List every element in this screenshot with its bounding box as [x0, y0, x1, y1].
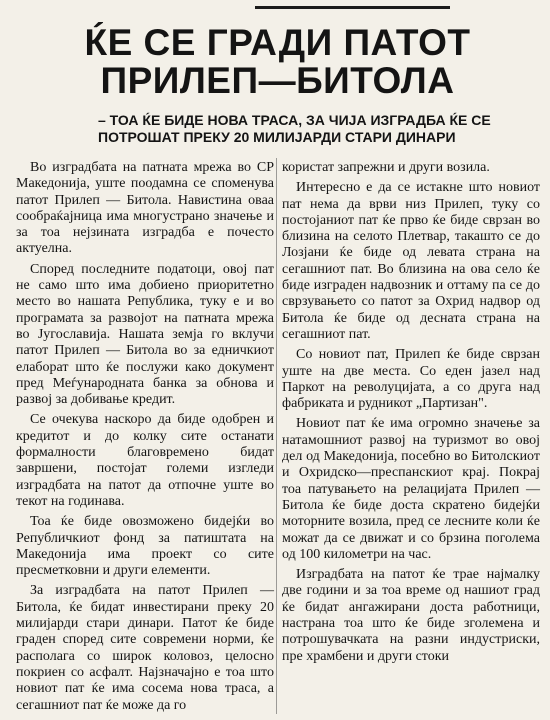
- headline: [20, 24, 535, 100]
- paragraph: Новиот пат ќе има огромно значење за натамошниот развој на туризмот во овој дел од Македонија, посебно во Битолскиот и Охридско—преспанскиот крај. Покрај тоа патувањето на релацијата Прилеп — Битола ќе биде доста скратено бидејќи моторните возила, пред се лесните коли ќе можат да се движат и со брзина поголема од 100 километри на час.: [282, 416, 540, 562]
- headline-line-2: ПРИЛЕП—БИТОЛА: [100, 60, 455, 101]
- paragraph: За изградбата на патот Прилеп — Битола, ќе бидат инвестирани преку 20 милијарди стари динари. Патот ќе биде граден според сите современи норми, ќе располага со широк коловоз, целосно покриен со асфалт. Најзначајно е тоа што новиот пат ќе има сосема нова траса, а сегашниот пат ќе може да го: [16, 583, 274, 713]
- paragraph: Според последните податоци, овој пат не само што има добиено приоритетно место во нашата Републикa, туку е и во програмата за развојот на патната мрежа во Југославија. Нашата земја го вклучи патот Прилеп — Битола во за едничкиот елаборат што ќе послужи како документ пред Меѓународната банка за обнова и развој за добивање кредит.: [16, 261, 274, 408]
- right-column: [282, 160, 540, 669]
- paragraph-continuation: користат запрежни и други возила.: [282, 160, 490, 175]
- paragraph: Интересно е да се истакне што новиот пат нема да врви низ Прилеп, туку со постојаниот пат ќе прво ќе биде сврзан во близина на селото Плетвар, такашто се до Лозјани ќе биде од левата страна на сегашниот пат. Во близина на ова село ќе биде изграден надвозник и оттаму па се до сврзувањето со патот за Охрид надвор од Битола ќе биде од десната страна на сегашниот пат.: [282, 180, 540, 342]
- headline-line-1: ЌЕ СЕ ГРАДИ ПАТОТ: [84, 22, 471, 63]
- subheadline: – ТОА ЌЕ БИДЕ НОВА ТРАСА, ЗА ЧИЈА ИЗГРАДБА ЌЕ СЕ ПОТРОШАТ ПРЕКУ 20 МИЛИЈАРДИ СТАРИ ДИНАРИ: [98, 112, 491, 145]
- left-column: [16, 160, 274, 718]
- column-divider: [276, 158, 277, 714]
- paragraph: Со новиот пат, Прилеп ќе биде сврзан уште на две места. Со еден јазел над Паркот на револуцијата, а со друга над фабриката и рудникот „Партизан".: [282, 347, 540, 412]
- paragraph: Тоа ќе биде овозможено бидејќи во Републичкиот фонд за патиштата на Македонија има проект со сите пресметковни и други елементи.: [16, 514, 274, 579]
- top-rule: [255, 6, 450, 9]
- paragraph: Изградбата на патот ќе трае најмалку две години и за тоа време од нашиот град ќе бидат ангажирани доста работници, настрана тоа што ќе биде зголемена и потрошувачката на разни индустриски, пре храмбени и други стоки: [282, 567, 540, 664]
- paragraph: Во изградбата на патната мрежа во СР Македонија, уште поодамна се споменува патот Прилеп — Битола. Навистина оваа сообраќајница има многустрано значење и за тоа нејзината изградба е почесто актуелна.: [16, 160, 274, 257]
- paragraph: Се очекува наскоро да биде одобрен и кредитот и до колку сите останати формалности благовремено бидат завршени, постојат големи изгледи изградбата на патот да отпочне уште во текот на годинава.: [16, 412, 274, 509]
